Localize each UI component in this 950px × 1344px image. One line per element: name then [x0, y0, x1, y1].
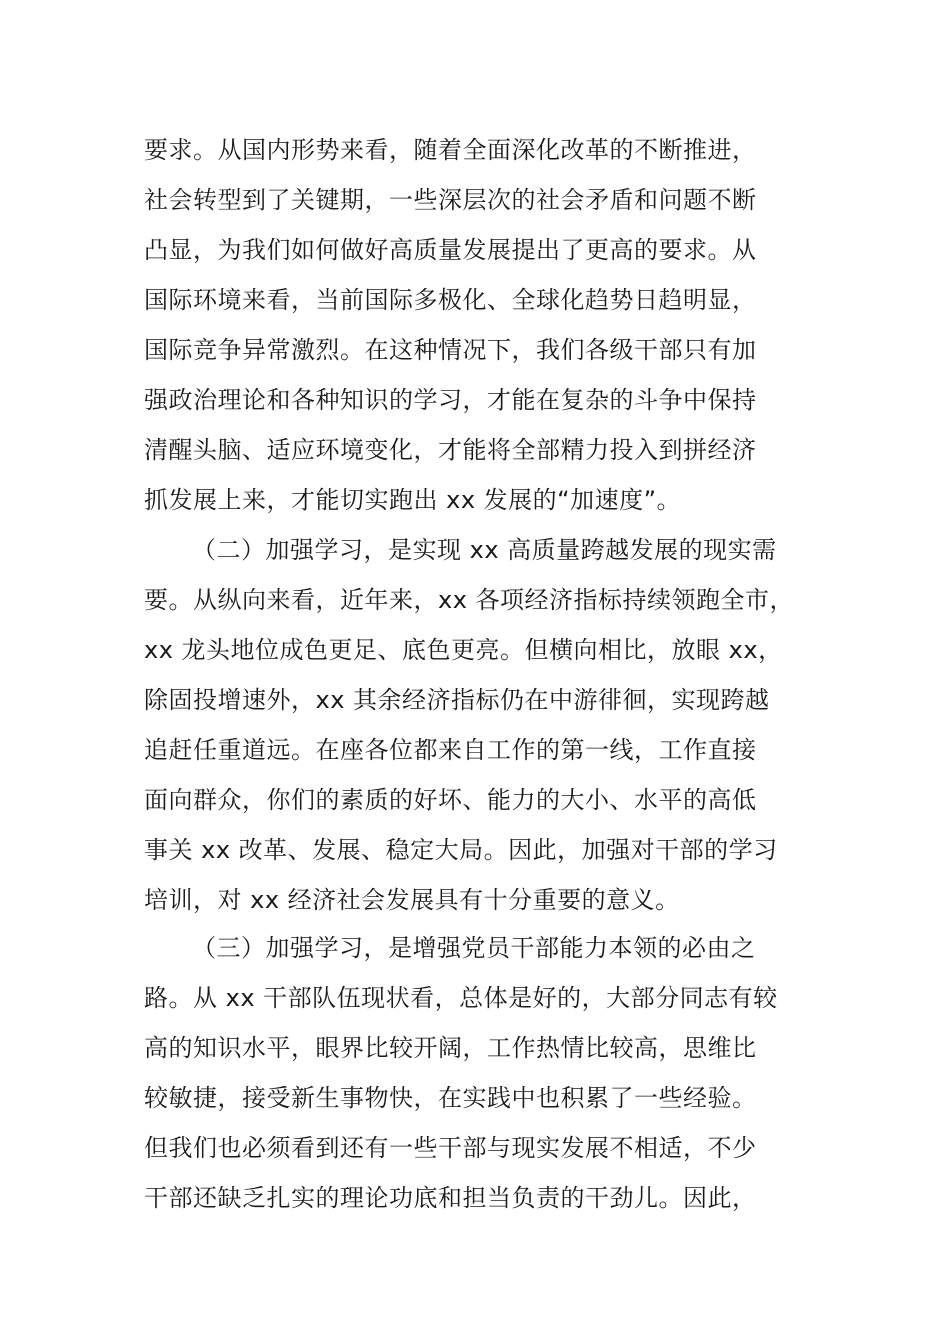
- text-line: 追赶任重道远。在座各位都来自工作的第一线，工作直接: [144, 736, 757, 764]
- text-line: 强政治理论和各种知识的学习，才能在复杂的斗争中保持: [144, 386, 757, 414]
- text-line: 国际环境来看，当前国际多极化、全球化趋势日趋明显，: [144, 286, 757, 314]
- text-line: 要。从纵向来看，近年来，xx 各项经济指标持续领跑全市，: [144, 586, 795, 614]
- text-line: 凸显，为我们如何做好高质量发展提出了更高的要求。从: [144, 236, 757, 264]
- text-line: 事关 xx 改革、发展、稳定大局。因此，加强对干部的学习: [144, 836, 778, 864]
- text-line: 社会转型到了关键期，一些深层次的社会矛盾和问题不断: [144, 186, 757, 214]
- text-line: 较敏捷，接受新生事物快，在实践中也积累了一些经验。: [144, 1084, 757, 1112]
- text-line: 干部还缺乏扎实的理论功底和担当负责的干劲儿。因此，: [144, 1184, 757, 1212]
- paragraph-heading-3: （三）加强学习，是增强党员干部能力本领的必由之: [192, 934, 756, 962]
- text-line: 路。从 xx 干部队伍现状看，总体是好的，大部分同志有较: [144, 984, 778, 1012]
- text-line: xx 龙头地位成色更足、底色更亮。但横向相比，放眼 xx，: [144, 636, 783, 664]
- paragraph-heading-2: （二）加强学习，是实现 xx 高质量跨越发展的现实需: [192, 536, 777, 564]
- text-line: 高的知识水平，眼界比较开阔，工作热情比较高，思维比: [144, 1034, 757, 1062]
- text-line: 但我们也必须看到还有一些干部与现实发展不相适，不少: [144, 1134, 757, 1162]
- text-line: 抓发展上来，才能切实跑出 xx 发展的“加速度”。: [144, 486, 682, 514]
- text-line: 培训，对 xx 经济社会发展具有十分重要的意义。: [144, 886, 680, 914]
- text-line: 清醒头脑、适应环境变化，才能将全部精力投入到拼经济: [144, 436, 757, 464]
- text-line: 要求。从国内形势来看，随着全面深化改革的不断推进，: [144, 136, 757, 164]
- text-line: 除固投增速外，xx 其余经济指标仍在中游徘徊，实现跨越: [144, 686, 770, 714]
- text-line: 面向群众，你们的素质的好坏、能力的大小、水平的高低: [144, 786, 757, 814]
- text-line: 国际竞争异常激烈。在这种情况下，我们各级干部只有加: [144, 336, 757, 364]
